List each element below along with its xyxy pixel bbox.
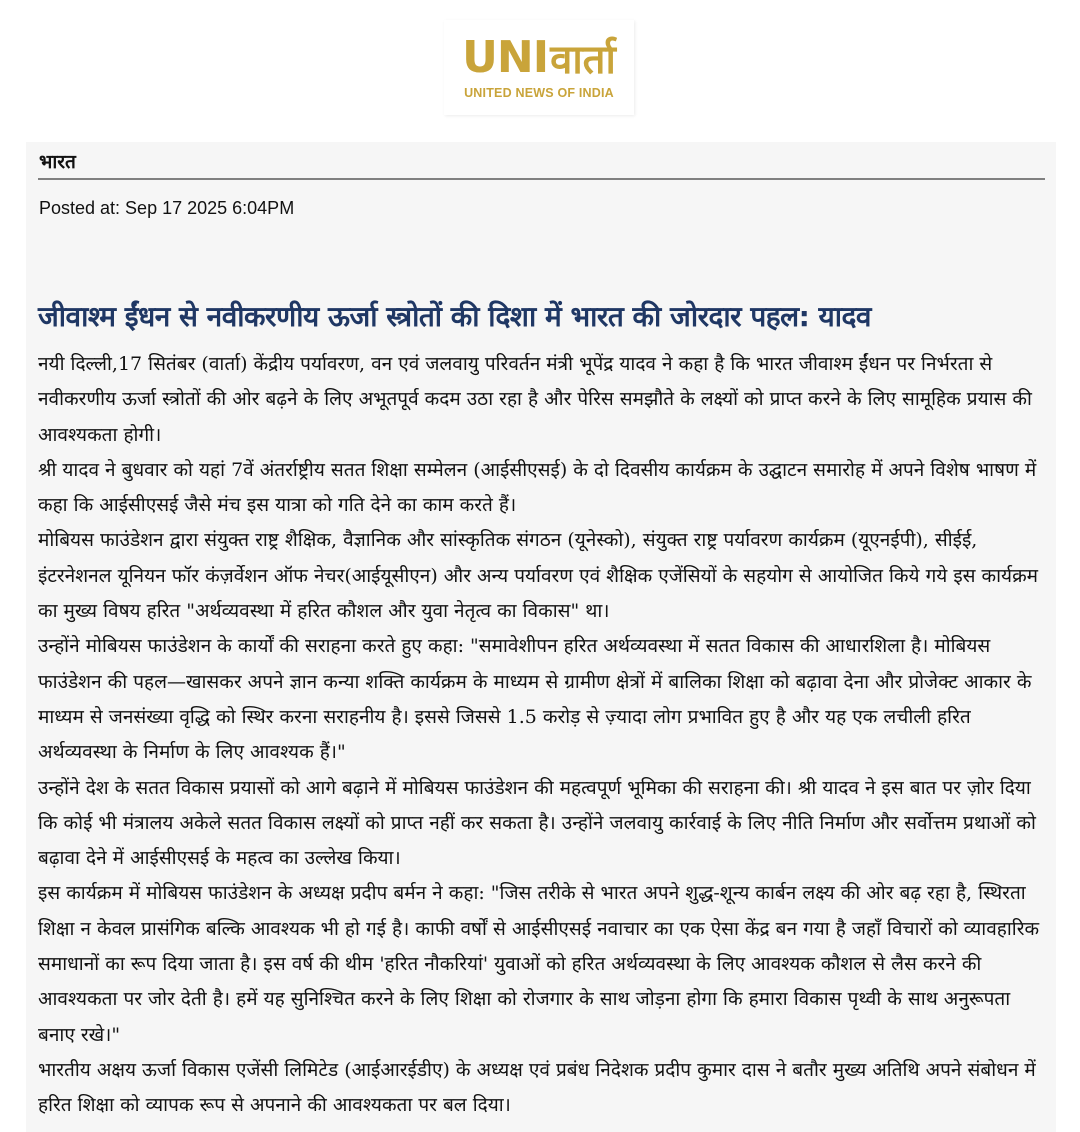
- section-label[interactable]: भारत: [39, 151, 76, 173]
- site-logo[interactable]: [444, 20, 634, 115]
- logo-wordmark: [462, 31, 616, 83]
- article-card: [26, 142, 1056, 1132]
- article-paragraph: मोबियस फाउंडेशन द्वारा संयुक्त राष्ट्र शैक्षिक, वैज्ञानिक और सांस्कृतिक संगठन (यूनेस्को), संयुक्त राष्ट्र पर्यावरण कार्यक्रम (यूएनईपी), सीईई, इंटरनेशनल यूनियन फॉर कंज़र्वेशन ऑफ नेचर(आईयूसीएन) और अन्य पर्यावरण एवं शैक्षिक एजेंसियों के सहयोग से आयोजित किये गये इस कार्यक्रम का मुख्य विषय हरित "अर्थव्यवस्था में हरित कौशल और युवा नेतृत्व का विकास" था।: [38, 529, 1039, 623]
- logo-latin: UNI: [462, 31, 549, 83]
- article-paragraph: उन्होंने देश के सतत विकास प्रयासों को आगे बढ़ाने में मोबियस फाउंडेशन की महत्वपूर्ण भूमिका की सराहना की। श्री यादव ने इस बात पर ज़ोर दिया कि कोई भी मंत्रालय अकेले सतत विकास लक्ष्यों को प्राप्त नहीं कर सकता है। उन्होंने जलवायु कार्रवाई के लिए नीति निर्माण और सर्वोत्तम प्रथाओं को बढ़ावा देने में आईसीएसई के महत्व का उल्लेख किया।: [38, 776, 1036, 870]
- section-divider: [38, 178, 1045, 180]
- logo-devanagari: वार्ता: [550, 36, 616, 83]
- article-paragraph: उन्होंने मोबियस फाउंडेशन के कार्यों की सराहना करते हुए कहा: "समावेशीपन हरित अर्थव्यवस्था में सतत विकास की आधारशिला है। मोबियस फाउंडेशन की पहल—खासकर अपने ज्ञान कन्या शक्ति कार्यक्रम के माध्यम से ग्रामीण क्षेत्रों में बालिका शिक्षा को बढ़ावा देना और प्रोजेक्ट आकार के माध्यम से जनसंख्या वृद्धि को स्थिर करना सराहनीय है। इससे जिससे 1.5 करोड़ से ज़्यादा लोग प्रभावित हुए है और यह एक लचीली हरित अर्थव्यवस्था के निर्माण के लिए आवश्यक हैं।": [38, 635, 1032, 764]
- logo-tagline: UNITED NEWS OF INDIA: [464, 85, 614, 100]
- article-headline: जीवाश्म ईंधन से नवीकरणीय ऊर्जा स्त्रोतों की दिशा में भारत की जोरदार पहल: यादव: [38, 300, 871, 333]
- article-paragraph: भारतीय अक्षय ऊर्जा विकास एजेंसी लिमिटेड (आईआरईडीए) के अध्यक्ष एवं प्रबंध निदेशक प्रदीप कुमार दास ने बतौर मुख्य अतिथि अपने संबोधन में हरित शिक्षा को व्यापक रूप से अपनाने की आवश्यकता पर बल दिया।: [38, 1058, 1036, 1117]
- article-paragraph: नयी दिल्ली,17 सितंबर (वार्ता) केंद्रीय पर्यावरण, वन एवं जलवायु परिवर्तन मंत्री भूपेंद्र यादव ने कहा है कि भारत जीवाश्म ईंधन पर निर्भरता से नवीकरणीय ऊर्जा स्त्रोतों की ओर बढ़ने के लिए अभूतपूर्व कदम उठा रहा है और पेरिस समझौते के लक्ष्यों को प्राप्त करने के लिए सामूहिक प्रयास की आवश्यकता होगी।: [38, 353, 1032, 446]
- article-paragraph: इस कार्यक्रम में मोबियस फाउंडेशन के अध्यक्ष प्रदीप बर्मन ने कहा: "जिस तरीके से भारत अपने शुद्ध-शून्य कार्बन लक्ष्य की ओर बढ़ रहा है, स्थिरता शिक्षा न केवल प्रासंगिक बल्कि आवश्यक भी हो गई है। काफी वर्षों से आईसीएसई नवाचार का एक ऐसा केंद्र बन गया है जहाँ विचारों को व्यावहारिक समाधानों का रूप दिया जाता है। इस वर्ष की थीम 'हरित नौकरियां' युवाओं को हरित अर्थव्यवस्था के लिए आवश्यक कौशल से लैस करने की आवश्यकता पर जोर देती है। हमें यह सुनिश्चित करने के लिए शिक्षा को रोजगार के साथ जोड़ना होगा कि हमारा विकास पृथ्वी के साथ अनुरूपता बनाए रखे।": [38, 882, 1040, 1046]
- posted-timestamp: Posted at: Sep 17 2025 6:04PM: [39, 198, 295, 218]
- article-body: [38, 347, 1050, 1124]
- article-paragraph: श्री यादव ने बुधवार को यहां 7वें अंतर्राष्ट्रीय सतत शिक्षा सम्मेलन (आईसीएसई) के दो दिवसीय कार्यक्रम के उद्घाटन समारोह में अपने विशेष भाषण में कहा कि आईसीएसई जैसे मंच इस यात्रा को गति देने का काम करते हैं।: [38, 458, 1037, 517]
